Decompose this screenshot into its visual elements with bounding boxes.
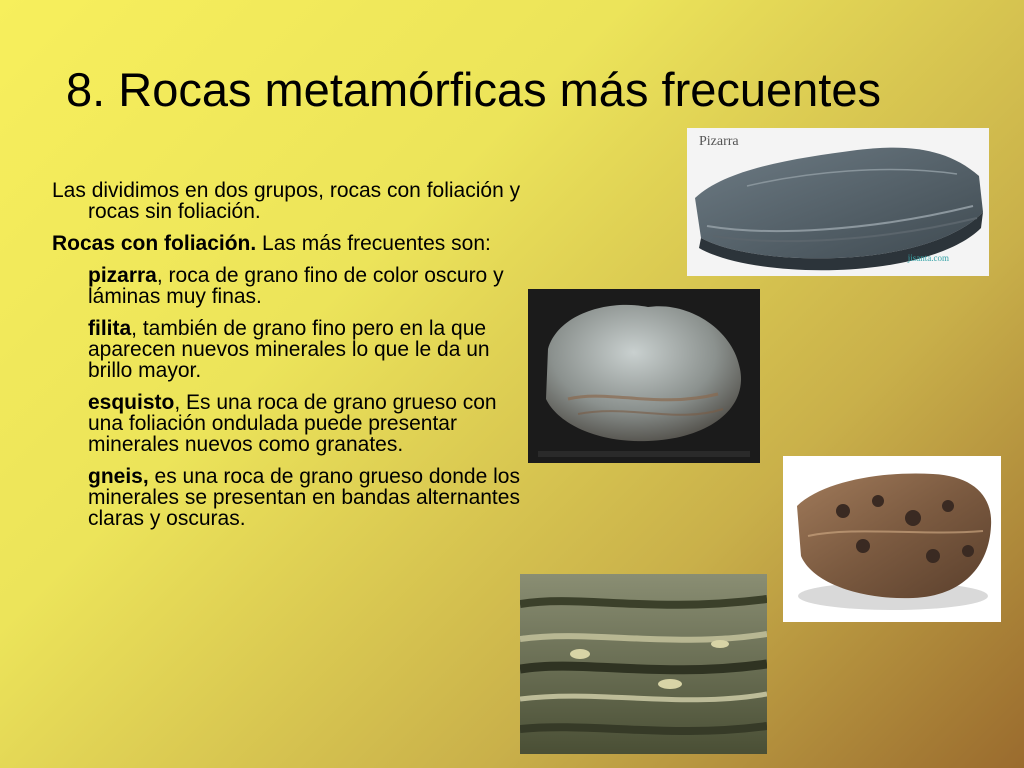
- esquisto-rock-image: [783, 456, 1001, 622]
- esquisto-term: esquisto: [88, 391, 175, 414]
- filita-photo: [528, 289, 760, 463]
- pizarra-term: pizarra: [88, 264, 157, 287]
- filita-term: filita: [88, 317, 132, 340]
- slide-body: [52, 180, 522, 540]
- pizarra-caption: Pizarra: [699, 134, 739, 149]
- gneis-term: gneis,: [88, 465, 149, 488]
- gneis-photo: [520, 574, 767, 754]
- filita-paragraph: filita, también de grano fino pero en la que aparecen nuevos minerales lo que le da un brillo mayor.: [88, 317, 490, 382]
- pizarra-watermark: jisanta.com: [907, 253, 949, 263]
- esquisto-photo: [783, 456, 1001, 622]
- slide-title: 8. Rocas metamórficas más frecuentes: [66, 63, 881, 116]
- filita-rock-image: [528, 289, 760, 463]
- intro-paragraph: Las dividimos en dos grupos, rocas con foliación y rocas sin foliación.: [52, 179, 521, 223]
- esquisto-paragraph: esquisto, Es una roca de grano grueso con una foliación ondulada puede presentar minerales nuevos como granates.: [88, 391, 497, 456]
- gneis-rock-image: [520, 574, 767, 754]
- pizarra-paragraph: pizarra, roca de grano fino de color oscuro y láminas muy finas.: [88, 264, 504, 308]
- foliated-heading-paragraph: Rocas con foliación. Las más frecuentes son:: [52, 232, 491, 255]
- pizarra-photo: [687, 128, 989, 276]
- gneis-paragraph: gneis, es una roca de grano grueso donde los minerales se presentan en bandas alternantes claras y oscuras.: [88, 465, 520, 530]
- foliated-heading: Rocas con foliación.: [52, 232, 257, 255]
